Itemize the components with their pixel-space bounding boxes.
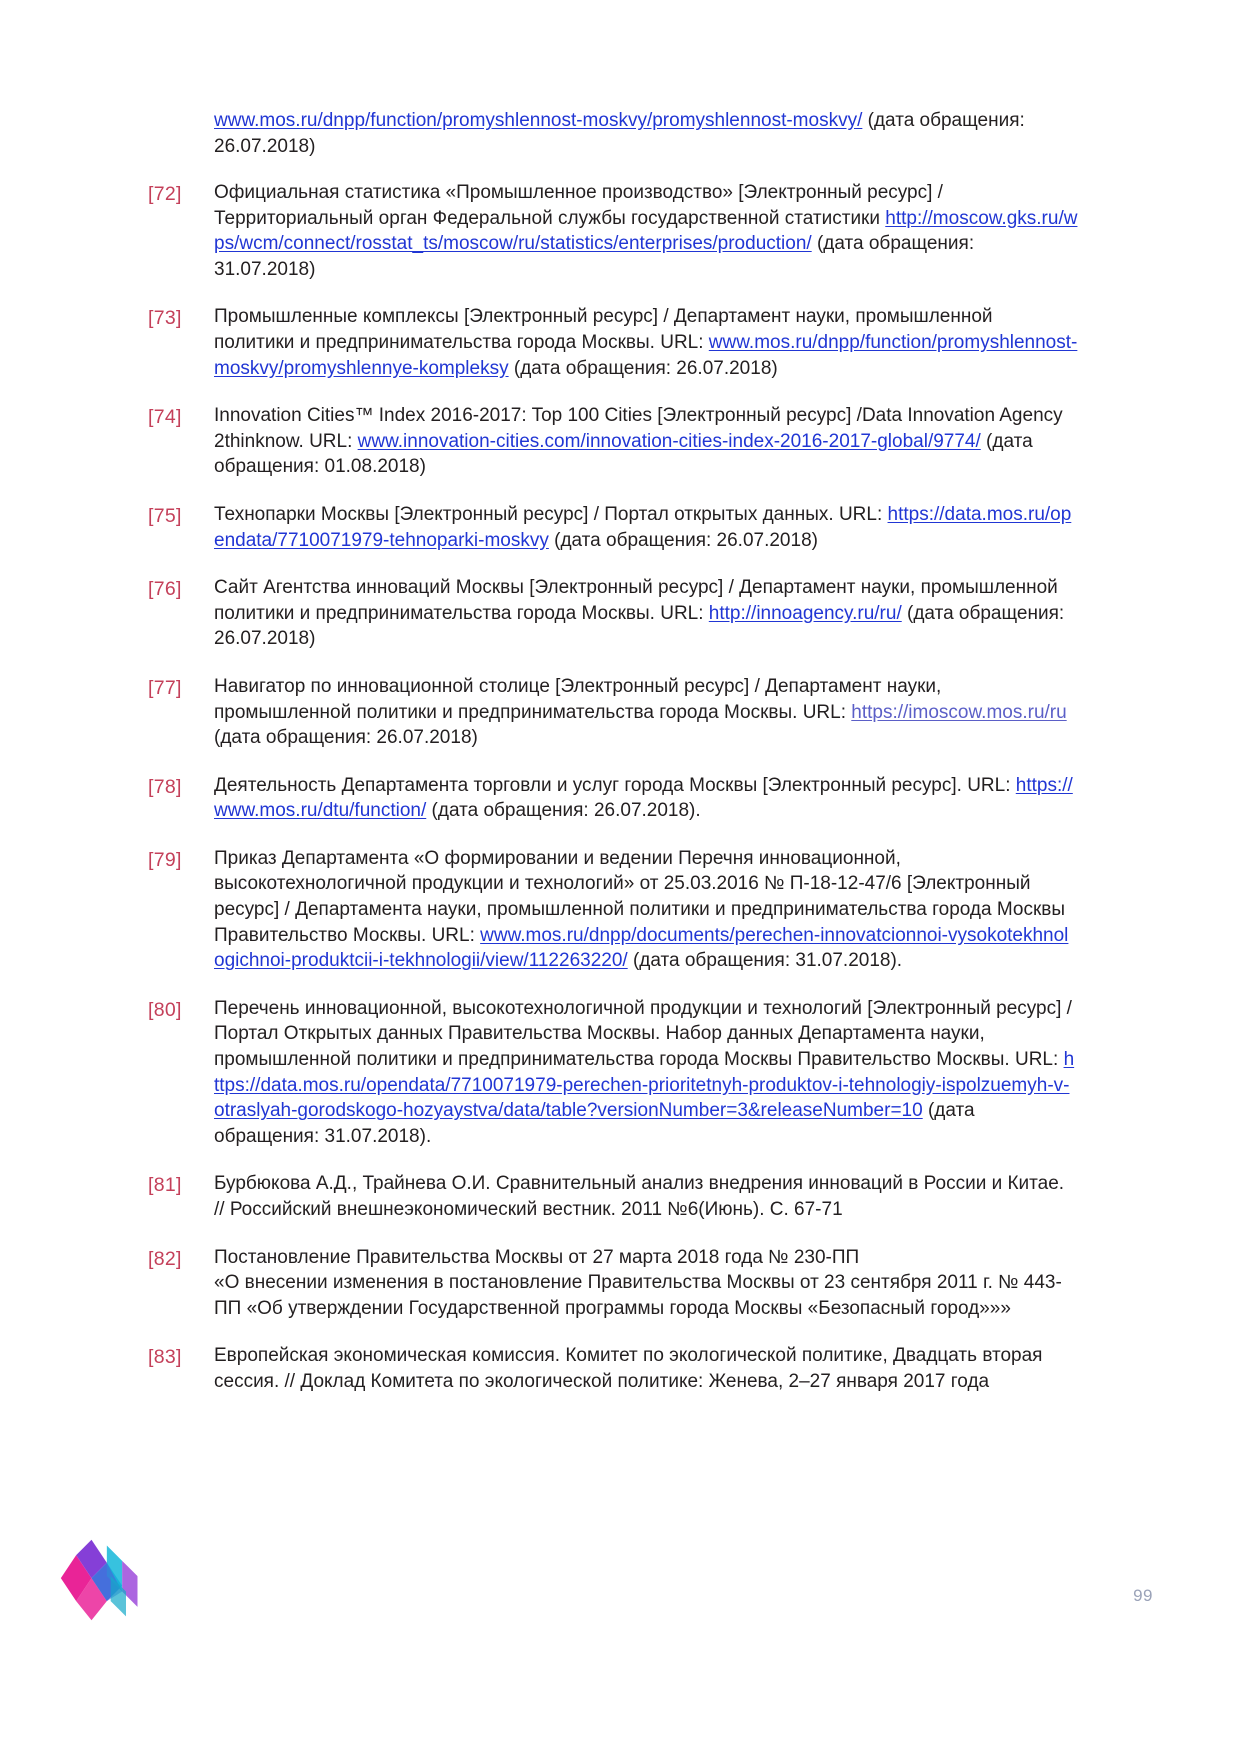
reference-text-run: Деятельность Департамента торговли и услуг города Москвы [Электронный ресурс]. URL: (214, 774, 1016, 796)
reference-text-run: (дата обращения: 26.07.2018) (508, 357, 778, 379)
bibliography-entry (148, 1171, 1078, 1222)
reference-text-run: Innovation Cities™ Index 2016-2017: Top 100 Cities [Электронный ресурс] /Data Innovation Agency 2thinknow. URL: (214, 405, 1063, 452)
bibliography-list (148, 180, 1078, 1417)
reference-text (214, 846, 1078, 974)
bibliography-entry (148, 304, 1078, 381)
reference-text (214, 403, 1078, 480)
reference-text (214, 502, 1078, 553)
continued-reference-tail: (дата обращения: 26.07.2018) (214, 110, 1025, 157)
bibliography-entry (148, 180, 1078, 282)
reference-number: [73] (148, 307, 182, 330)
reference-url[interactable]: http://innoagency.ru/ru/ (708, 602, 902, 624)
reference-text-run: Перечень инновационной, высокотехнологичной продукции и технологий [Электронный ресурс] / Портал Открытых данных Правительства Москвы. Набор данных Департамента науки, промышленной политики и предпринимательства города Москвы Правительство Москвы. URL: (214, 997, 1072, 1071)
reference-url[interactable]: www.mos.ru/dnpp/documents/perechen-innovatcionnoi-vysokotekhnologichnoi-produktcii-i-tekhnologii/view/112263220/ (214, 924, 1069, 972)
reference-text-run: (дата обращения: 26.07.2018) (548, 529, 818, 551)
reference-number: [76] (148, 578, 182, 601)
reference-text-run: Навигатор по инновационной столице [Электронный ресурс] / Департамент науки, промышленной политики и предпринимательства города Москвы. URL: (214, 675, 942, 723)
bibliography-entry (148, 674, 1078, 751)
reference-number: [82] (148, 1247, 182, 1270)
reference-url[interactable]: http://moscow.gks.ru/wps/wcm/connect/rosstat_ts/moscow/ru/statistics/enterprises/production/ (214, 207, 1078, 255)
bibliography-entry (148, 846, 1078, 974)
reference-number: [78] (148, 775, 182, 798)
reference-text (214, 996, 1078, 1150)
reference-text (214, 180, 1078, 282)
reference-text (214, 575, 1078, 652)
reference-text-run: (дата обращения: 26.07.2018). (426, 800, 701, 822)
reference-text-run: (дата обращения: 01.08.2018) (214, 430, 1033, 478)
reference-number: [80] (148, 998, 182, 1021)
reference-text-run: (дата обращения: 26.07.2018) (214, 727, 478, 749)
reference-url[interactable]: https://www.mos.ru/dtu/function/ (214, 774, 1073, 822)
reference-url[interactable]: www.mos.ru/dnpp/function/promyshlennost-moskvy/promyshlennye-kompleksy (214, 331, 1078, 379)
reference-text-run: Официальная статистика «Промышленное производство» [Электронный ресурс] / Территориальный орган Федеральной службы государственной статистики (214, 182, 943, 229)
reference-text-run: Промышленные комплексы [Электронный ресурс] / Департамент науки, промышленной политики и предпринимательства города Москвы. URL: (214, 306, 993, 353)
reference-text-run: (дата обращения: 31.07.2018) (214, 233, 975, 280)
reference-text-run: Приказ Департамента «О формировании и ведении Перечня инновационной, высокотехнологичной продукции и технологий» от 25.03.2016 № П-18-12-47/6 [Электронный ресурс] / Департамента науки, промышленной политики и предпринимательства города Москвы Правительство Москвы. URL: (214, 847, 1066, 946)
bibliography-entry (148, 1245, 1078, 1322)
reference-text-run: «О внесении изменения в постановление Правительства Москвы от 23 сентября 2011 г. № 443-ПП «Об утверждении Государственной программы города Москвы «Безопасный город»»» (214, 1272, 1062, 1319)
page-number: 99 (1133, 1586, 1153, 1605)
reference-number: [75] (148, 504, 182, 527)
bibliography-entry (148, 575, 1078, 652)
publisher-logo-icon (55, 1534, 151, 1626)
reference-text (214, 674, 1078, 751)
reference-text (214, 1245, 1078, 1322)
continued-reference (214, 108, 1080, 159)
reference-text (214, 304, 1078, 381)
reference-text (214, 1171, 1078, 1222)
reference-number: [72] (148, 183, 182, 205)
reference-url[interactable]: https://data.mos.ru/opendata/7710071979-perechen-prioritetnyh-produktov-i-tehnologiy-ispolzuemyh-v-otraslyah-gorodskogo-hozyaystva/data/table?versionNumber=3&releaseNumber=10 (214, 1049, 1075, 1122)
reference-number: [83] (148, 1346, 182, 1369)
reference-text-run: Европейская экономическая комиссия. Комитет по экологической политике, Двадцать вторая сессия. // Доклад Комитета по экологической политике: Женева, 2–27 января 2017 года (214, 1345, 1043, 1392)
reference-number: [79] (148, 848, 182, 871)
bibliography-entry (148, 996, 1078, 1150)
reference-url[interactable]: https://imoscow.mos.ru/ru (851, 701, 1067, 723)
reference-text-run: Сайт Агентства инноваций Москвы [Электронный ресурс] / Департамент науки, промышленной политики и предпринимательства города Москвы. URL: (214, 577, 1058, 624)
reference-text-run: (дата обращения: 31.07.2018). (214, 1100, 975, 1147)
reference-text-run: Технопарки Москвы [Электронный ресурс] / Портал открытых данных. URL: (214, 503, 888, 525)
reference-number: [74] (148, 406, 182, 429)
reference-number: [77] (148, 676, 182, 699)
reference-text (214, 773, 1078, 824)
continued-reference-url[interactable]: www.mos.ru/dnpp/function/promyshlennost-moskvy/promyshlennost-moskvy/ (214, 110, 863, 131)
reference-url[interactable]: www.innovation-cities.com/innovation-cities-index-2016-2017-global/9774/ (357, 430, 981, 452)
reference-text (214, 1343, 1078, 1394)
reference-url[interactable]: https://data.mos.ru/opendata/7710071979-tehnoparki-moskvy (214, 503, 1072, 551)
bibliography-entry (148, 1343, 1078, 1394)
reference-text-run: (дата обращения: 26.07.2018) (214, 602, 1065, 650)
reference-text-run: Постановление Правительства Москвы от 27 марта 2018 года № 230-ПП (214, 1246, 860, 1268)
bibliography-entry (148, 502, 1078, 553)
bibliography-entry (148, 773, 1078, 824)
reference-text-run: (дата обращения: 31.07.2018). (627, 950, 903, 972)
reference-number: [81] (148, 1174, 182, 1197)
bibliography-entry (148, 403, 1078, 480)
reference-text-run: Бурбюкова А.Д., Трайнева О.И. Сравнительный анализ внедрения инноваций в России и Китае. // Российский внешнеэкономический вестник. 2011 №6(Июнь). С. 67-71 (214, 1173, 1065, 1220)
